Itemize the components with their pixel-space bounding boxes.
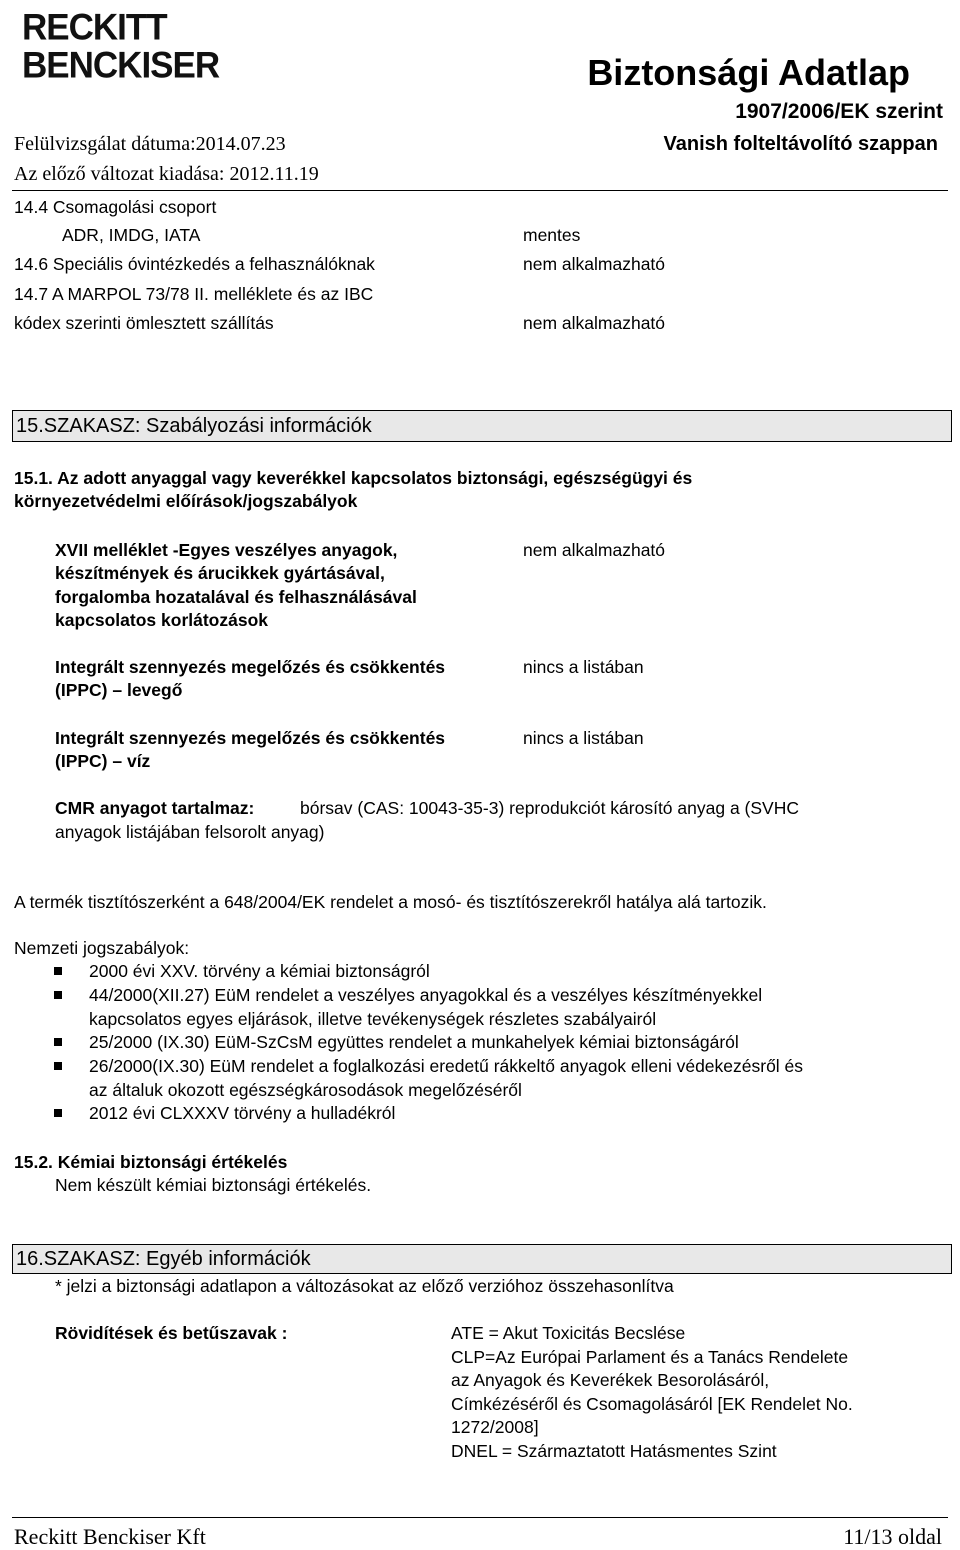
annex17-line-2: készítmények és árucikkek gyártásával, <box>55 563 385 583</box>
previous-version-date: Az előző változat kiadása: 2012.11.19 <box>14 163 319 185</box>
annex17-line-1: XVII melléklet -Egyes veszélyes anyagok, <box>55 540 398 560</box>
annex17-line-3: forgalomba hozatalával és felhasználásával <box>55 587 417 607</box>
section-15-heading: 15.SZAKASZ: Szabályozási információk <box>16 415 372 437</box>
abbreviation-dnel: DNEL = Származtatott Hatásmentes Szint <box>451 1441 777 1461</box>
revision-date: Felülvizsgálat dátuma:2014.07.23 <box>14 133 286 155</box>
ippc-water-line-2: (IPPC) – víz <box>55 751 151 771</box>
ippc-air-line-1: Integrált szennyezés megelőzés és csökkentés <box>55 657 446 677</box>
abbreviation-ate: ATE = Akut Toxicitás Becslése <box>451 1323 686 1343</box>
subsection-15-1-line-1: 15.1. Az adott anyaggal vagy keverékkel kapcsolatos biztonsági, egészségügyi és <box>14 468 693 488</box>
detergent-regulation-text: A termék tisztítószerként a 648/2004/EK rendelet a mosó- és tisztítószerekről hatálya alá tartozik. <box>14 892 767 912</box>
packing-group-modes: ADR, IMDG, IATA <box>62 225 201 245</box>
header-divider <box>12 190 948 191</box>
ippc-air-value: nincs a listában <box>523 657 644 677</box>
marpol-label-line-1: 14.7 A MARPOL 73/78 II. melléklete és az IBC <box>14 284 374 304</box>
marpol-value: nem alkalmazható <box>523 313 666 333</box>
cmr-label: CMR anyagot tartalmaz: <box>55 798 255 818</box>
section-16-heading-box <box>12 1244 952 1274</box>
logo-line-2: BENCKISER <box>22 45 220 86</box>
law-item-1: 2000 évi XXV. törvény a kémiai biztonságról <box>89 961 430 981</box>
bullet-icon <box>54 1038 62 1046</box>
law-item-3: 25/2000 (IX.30) EüM-SzCsM együttes rendelet a munkahelyek kémiai biztonságáról <box>89 1032 739 1052</box>
ippc-air-line-2: (IPPC) – levegő <box>55 680 183 700</box>
ippc-water-line-1: Integrált szennyezés megelőzés és csökkentés <box>55 728 446 748</box>
special-precautions-value: nem alkalmazható <box>523 254 666 274</box>
abbreviation-clp-line-4: 1272/2008] <box>451 1417 539 1437</box>
annex17-line-4: kapcsolatos korlátozások <box>55 610 268 630</box>
special-precautions-label: 14.6 Speciális óvintézkedés a felhasználóknak <box>14 254 375 274</box>
section-15-heading-box <box>12 410 952 442</box>
section-16-note: * jelzi a biztonsági adatlapon a változásokat az előző verzióhoz összehasonlítva <box>55 1276 674 1296</box>
bullet-icon <box>54 1062 62 1070</box>
section-16-heading: 16.SZAKASZ: Egyéb információk <box>16 1248 311 1270</box>
bullet-icon <box>54 1109 62 1117</box>
page-number: 11/13 oldal <box>843 1524 942 1549</box>
ippc-water-value: nincs a listában <box>523 728 644 748</box>
subsection-15-2-text: Nem készült kémiai biztonsági értékelés. <box>55 1175 372 1195</box>
footer-divider <box>12 1517 948 1518</box>
packing-group-value: mentes <box>523 225 581 245</box>
bullet-icon <box>54 967 62 975</box>
logo-line-1: RECKITT <box>22 7 167 48</box>
cmr-text-line-2: anyagok listájában felsorolt anyag) <box>55 822 325 842</box>
annex17-value: nem alkalmazható <box>523 540 666 560</box>
footer-company: Reckitt Benckiser Kft <box>14 1524 206 1549</box>
law-item-2-line-1: 44/2000(XII.27) EüM rendelet a veszélyes anyagokkal és a veszélyes készítményekkel <box>89 985 763 1005</box>
abbreviation-clp-line-1: CLP=Az Európai Parlament és a Tanács Rendelete <box>451 1347 849 1367</box>
regulation-reference: 1907/2006/EK szerint <box>735 100 943 123</box>
national-legislation-label: Nemzeti jogszabályok: <box>14 938 190 958</box>
cmr-text-line-1: bórsav (CAS: 10043-35-3) reprodukciót károsító anyag a (SVHC <box>300 798 799 818</box>
abbreviation-clp-line-3: Címkézéséről és Csomagolásáról [EK Rendelet No. <box>451 1394 853 1414</box>
packing-group-label: 14.4 Csomagolási csoport <box>14 197 217 217</box>
product-name: Vanish folteltávolító szappan <box>663 133 938 155</box>
bullet-icon <box>54 991 62 999</box>
law-item-2-line-2: kapcsolatos egyes eljárások, illetve tevékenységek részletes szabályairól <box>89 1009 657 1029</box>
law-item-5: 2012 évi CLXXXV törvény a hulladékról <box>89 1103 396 1123</box>
marpol-label-line-2: kódex szerinti ömlesztett szállítás <box>14 313 274 333</box>
document-title: Biztonsági Adatlap <box>587 52 910 93</box>
subsection-15-2-label: 15.2. Kémiai biztonsági értékelés <box>14 1152 288 1172</box>
abbreviations-label: Rövidítések és betűszavak : <box>55 1323 288 1343</box>
law-item-4-line-2: az általuk okozott egészségkárosodások megelőzéséről <box>89 1080 522 1100</box>
company-logo <box>22 6 242 88</box>
abbreviation-clp-line-2: az Anyagok és Keverékek Besorolásáról, <box>451 1370 770 1390</box>
law-item-4-line-1: 26/2000(IX.30) EüM rendelet a foglalkozási eredetű rákkeltő anyagok elleni védekezésről és <box>89 1056 804 1076</box>
subsection-15-1-line-2: környezetvédelmi előírások/jogszabályok <box>14 491 358 511</box>
